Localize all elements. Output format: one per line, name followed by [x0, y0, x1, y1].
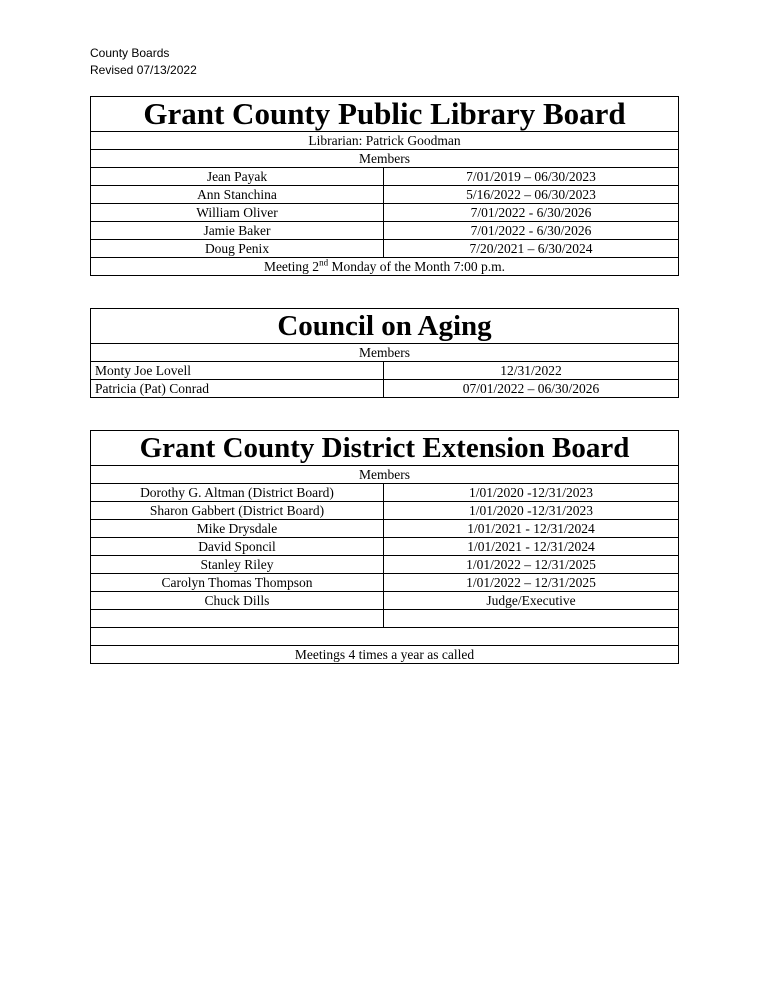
member-name: William Oliver	[91, 204, 384, 222]
member-name: Doug Penix	[91, 240, 384, 258]
table-row	[91, 186, 679, 204]
table-row	[91, 520, 679, 538]
extension-board-title: Grant County District Extension Board	[91, 431, 679, 466]
member-term: 7/20/2021 – 6/30/2024	[384, 240, 679, 258]
member-name: Jean Payak	[91, 168, 384, 186]
library-board-table	[90, 96, 679, 276]
table-row	[91, 380, 679, 398]
table-row	[91, 592, 679, 610]
empty-row	[91, 610, 679, 628]
member-name: Dorothy G. Altman (District Board)	[91, 484, 384, 502]
member-term: Judge/Executive	[384, 592, 679, 610]
meeting-schedule: Meetings 4 times a year as called	[91, 646, 679, 664]
members-label: Members	[91, 466, 679, 484]
table-row	[91, 240, 679, 258]
member-term: 12/31/2022	[384, 362, 679, 380]
empty-cell	[91, 610, 384, 628]
member-term: 1/01/2021 - 12/31/2024	[384, 538, 679, 556]
member-term: 1/01/2020 -12/31/2023	[384, 484, 679, 502]
member-term: 1/01/2022 – 12/31/2025	[384, 574, 679, 592]
empty-cell	[384, 610, 679, 628]
member-name: Chuck Dills	[91, 592, 384, 610]
member-term: 1/01/2022 – 12/31/2025	[384, 556, 679, 574]
council-on-aging-table	[90, 308, 679, 398]
header-title: County Boards	[90, 46, 170, 60]
member-term: 07/01/2022 – 06/30/2026	[384, 380, 679, 398]
member-name: Patricia (Pat) Conrad	[91, 380, 384, 398]
member-term: 7/01/2022 - 6/30/2026	[384, 204, 679, 222]
member-term: 5/16/2022 – 06/30/2023	[384, 186, 679, 204]
table-row	[91, 168, 679, 186]
table-row	[91, 538, 679, 556]
table-row	[91, 574, 679, 592]
member-term: 1/01/2021 - 12/31/2024	[384, 520, 679, 538]
member-name: Sharon Gabbert (District Board)	[91, 502, 384, 520]
member-term: 7/01/2019 – 06/30/2023	[384, 168, 679, 186]
library-board-title: Grant County Public Library Board	[91, 97, 679, 132]
meeting-schedule: Meeting 2nd Monday of the Month 7:00 p.m.	[91, 258, 679, 276]
extension-board-table	[90, 430, 679, 664]
member-name: Mike Drysdale	[91, 520, 384, 538]
members-label: Members	[91, 150, 679, 168]
member-name: Jamie Baker	[91, 222, 384, 240]
member-name: David Sponcil	[91, 538, 384, 556]
librarian-row: Librarian: Patrick Goodman	[91, 132, 679, 150]
member-name: Stanley Riley	[91, 556, 384, 574]
document-header	[90, 45, 197, 79]
empty-full-row	[91, 628, 679, 646]
members-label: Members	[91, 344, 679, 362]
table-row	[91, 362, 679, 380]
table-row	[91, 502, 679, 520]
member-name: Ann Stanchina	[91, 186, 384, 204]
table-row	[91, 222, 679, 240]
council-on-aging-title: Council on Aging	[91, 309, 679, 344]
member-name: Monty Joe Lovell	[91, 362, 384, 380]
member-name: Carolyn Thomas Thompson	[91, 574, 384, 592]
table-row	[91, 484, 679, 502]
member-term: 7/01/2022 - 6/30/2026	[384, 222, 679, 240]
table-row	[91, 204, 679, 222]
table-row	[91, 556, 679, 574]
member-term: 1/01/2020 -12/31/2023	[384, 502, 679, 520]
header-revised-date: Revised 07/13/2022	[90, 63, 197, 77]
